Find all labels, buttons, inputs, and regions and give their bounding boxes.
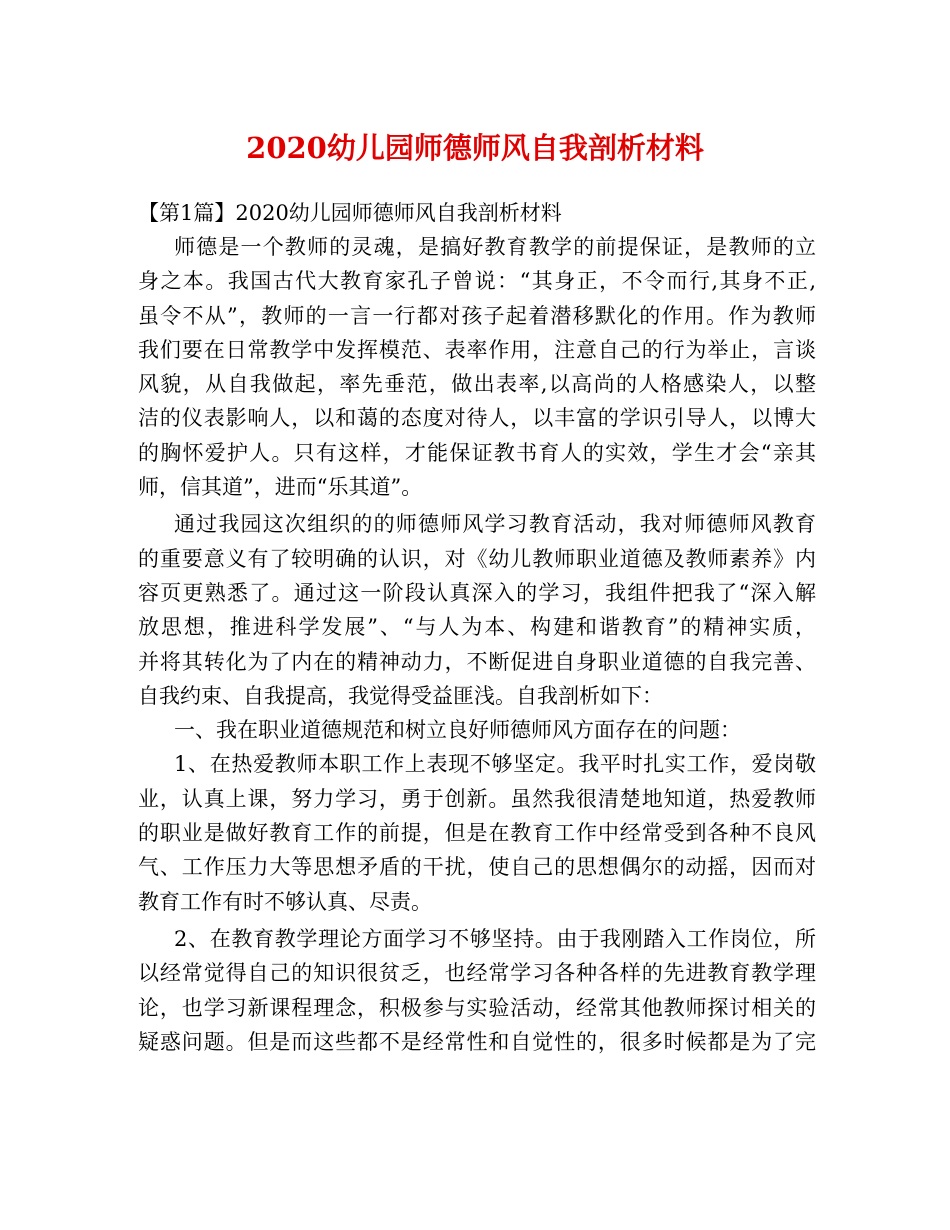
paragraph-line: 师，信其道”，进而“乐其道”。 [138,475,423,500]
paragraph-line: 疑惑问题。但是而这些都不是经常性和自觉性的，很多时候都是为了完 [138,1029,816,1054]
paragraph-line: 以经常觉得自己的知识很贫乏，也经常学习各种各样的先进教育教学理 [138,961,816,986]
paragraph-line: 虽令不从”，教师的一言一行都对孩子起着潜移默化的作用。作为教师 [138,303,816,328]
document-body [138,196,816,1059]
paragraph-line: 风貌，从自我做起，率先垂范，做出表率,以高尚的人格感染人，以整 [138,372,816,397]
paragraph-line: 放思想，推进科学发展”、“与人为本、构建和谐教育”的精神实质， [138,615,816,640]
paragraph-line: 身之本。我国古代大教育家孔子曾说：“其身正，不令而行,其身不正, [138,269,816,294]
paragraph-line: 气、工作压力大等思想矛盾的干扰，使自己的思想偶尔的动摇，因而对 [138,855,816,880]
paragraph [138,507,816,713]
paragraph-line: 师德是一个教师的灵魂，是搞好教育教学的前提保证，是教师的立 [174,235,816,259]
paragraph [138,747,816,918]
paragraph-line: 一、我在职业道德规范和树立良好师德师风方面存在的问题： [174,718,741,743]
paragraph-line: 并将其转化为了内在的精神动力，不断促进自身职业道德的自我完善、 [138,649,816,674]
paragraph-line: 的胸怀爱护人。只有这样，才能保证教书育人的实效，学生才会“亲其 [138,440,816,465]
paragraph-line: 自我约束、自我提高，我觉得受益匪浅。自我剖析如下： [138,683,663,708]
paragraph-line: 2、在教育教学理论方面学习不够坚持。由于我刚踏入工作岗位，所 [174,926,816,951]
paragraph [138,230,816,504]
paragraph-line: 洁的仪表影响人，以和蔼的态度对待人，以丰富的学识引导人，以博大 [138,406,816,431]
paragraph-line: 的重要意义有了较明确的认识，对《幼儿教师职业道德及教师素养》内 [138,546,816,571]
paragraph-line: 论，也学习新课程理念，积极参与实验活动，经常其他教师探讨相关的 [138,995,816,1020]
paragraph-line: 容页更熟悉了。通过这一阶段认真深入的学习，我组件把我了“深入解 [138,580,816,605]
paragraph-line: 教育工作有时不够认真、尽责。 [138,889,432,914]
paragraph-line: 1、在热爱教师本职工作上表现不够坚定。我平时扎实工作，爱岗敬 [174,752,816,777]
paragraph [138,922,816,1059]
paragraph-line: 通过我园这次组织的的师德师风学习教育活动，我对师德师风教育 [174,512,816,537]
paragraph-line: 我们要在日常教学中发挥模范、表率作用，注意自己的行为举止，言谈 [138,337,816,362]
section-heading: 【第1篇】2020幼儿园师德师风自我剖析材料 [138,201,562,225]
paragraph-line: 的职业是做好教育工作的前提，但是在教育工作中经常受到各种不良风 [138,821,816,846]
paragraph [138,713,816,747]
paragraph-line: 业，认真上课，努力学习，勇于创新。虽然我很清楚地知道，热爱教师 [138,786,816,811]
document-title: 2020幼儿园师德师风自我剖析材料 [246,131,704,165]
